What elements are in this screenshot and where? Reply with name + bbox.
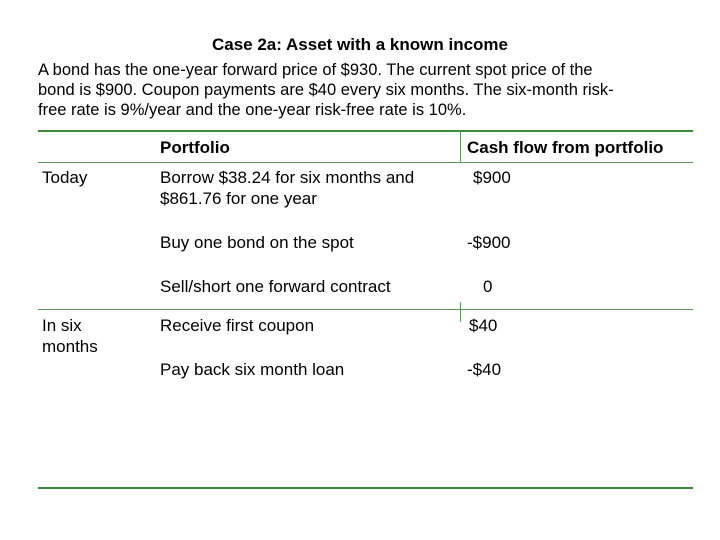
section-rule (38, 309, 693, 310)
portfolio-action (160, 167, 414, 209)
portfolio-action: Buy one bond on the spot (160, 233, 354, 252)
header-rule (38, 162, 693, 163)
cash-flow-value: $40 (469, 316, 498, 335)
cash-flow-value: -$900 (467, 233, 511, 252)
header-column-divider (460, 131, 461, 162)
time-label-line: In six (42, 316, 82, 335)
intro-line: A bond has the one-year forward price of $930. The current spot price of the (38, 61, 593, 79)
header-cash-flow: Cash flow from portfolio (467, 138, 664, 157)
header-portfolio: Portfolio (160, 138, 230, 157)
intro-line: bond is $900. Coupon payments are $40 every six months. The six-month risk- (38, 81, 614, 99)
portfolio-action-line: $861.76 for one year (160, 189, 317, 208)
problem-statement (38, 60, 688, 120)
cash-flow-value: 0 (483, 277, 493, 296)
cash-flow-value: $900 (473, 168, 511, 187)
portfolio-action-line: Borrow $38.24 for six months and (160, 168, 415, 187)
table-bottom-rule (38, 487, 693, 489)
cash-flow-value: -$40 (467, 360, 502, 379)
time-label-six-months (42, 315, 98, 357)
slide-title: Case 2a: Asset with a known income (211, 35, 508, 54)
section-column-divider (460, 302, 461, 322)
time-label-today: Today (42, 168, 88, 187)
portfolio-action: Pay back six month loan (160, 360, 345, 379)
intro-line: free rate is 9%/year and the one-year risk-free rate is 10%. (38, 101, 467, 119)
portfolio-action: Receive first coupon (160, 316, 315, 335)
table-top-rule (38, 130, 693, 132)
portfolio-action: Sell/short one forward contract (160, 277, 391, 296)
time-label-line: months (42, 337, 98, 356)
